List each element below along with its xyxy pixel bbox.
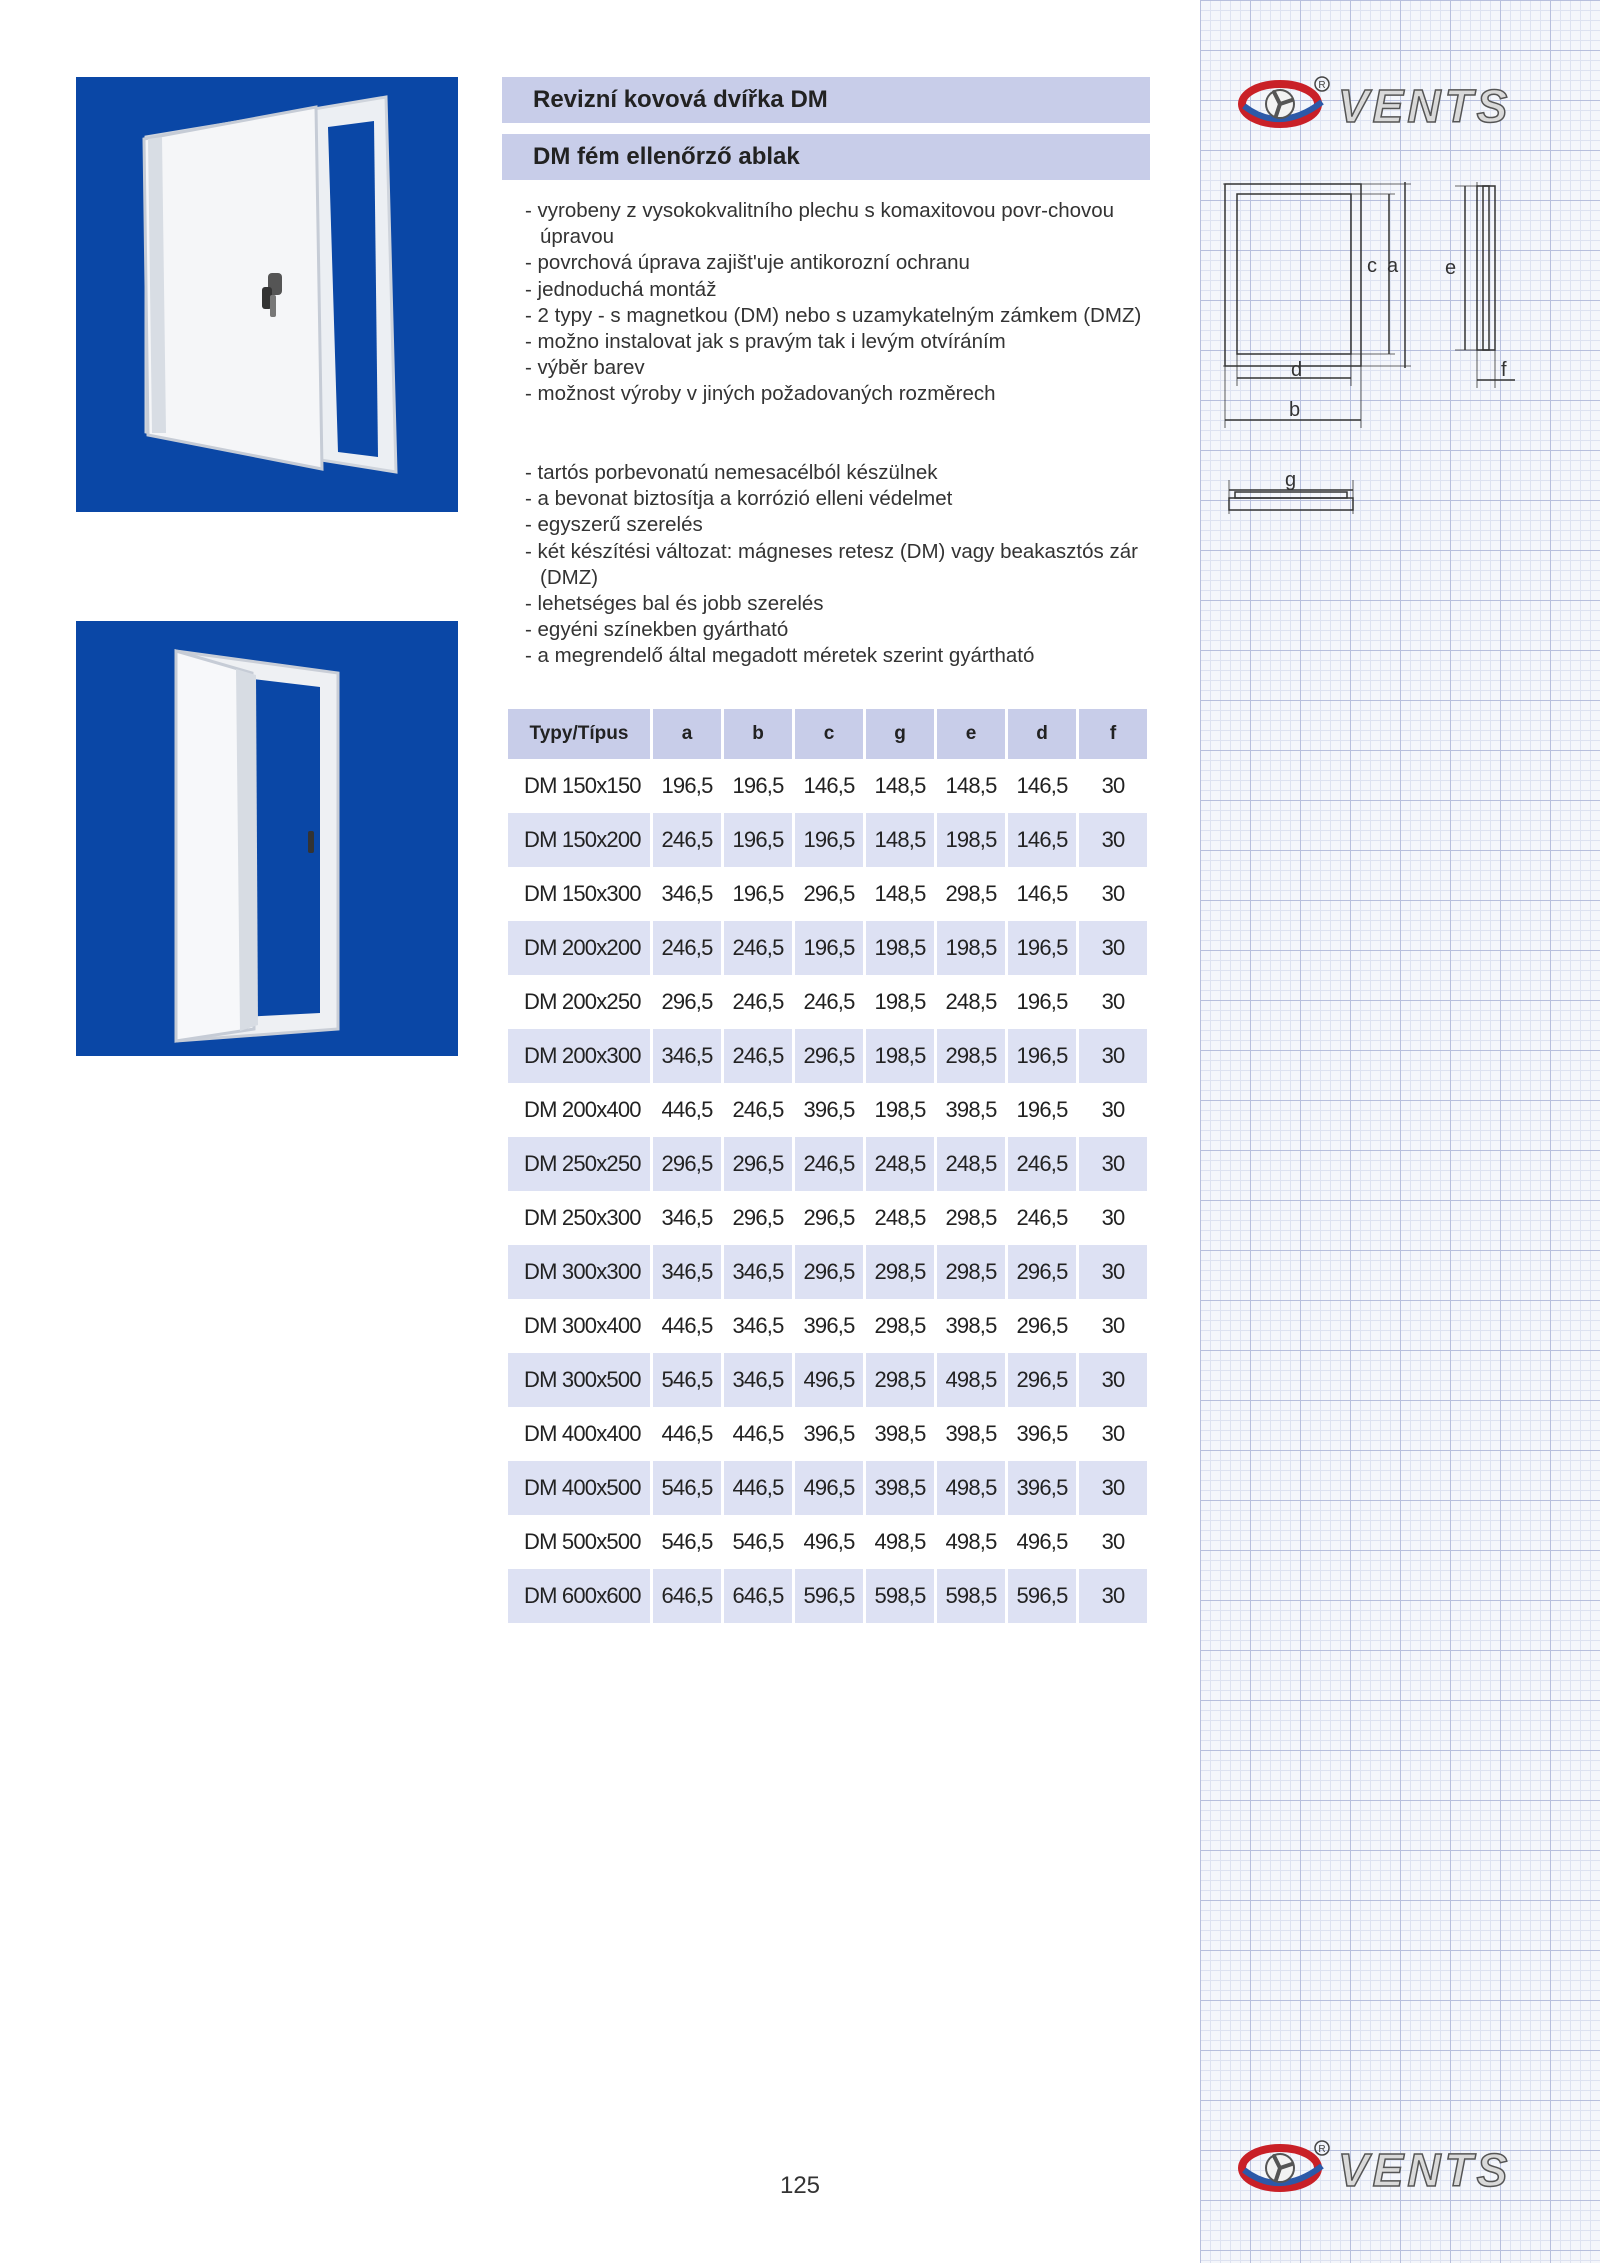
cell-value: 398,5 [945, 1313, 997, 1338]
cell-value: 346,5 [724, 1245, 792, 1299]
cell-value: 30 [1101, 1097, 1125, 1122]
cell-value: 398,5 [945, 1097, 997, 1122]
cell-value: 198,5 [866, 1029, 934, 1083]
cell-value: 298,5 [874, 1313, 926, 1338]
feature-list-hungarian [525, 460, 1145, 670]
cell-value: 246,5 [724, 921, 792, 975]
cell-type: DM 600x600 [508, 1569, 650, 1623]
cell-value: 298,5 [945, 1205, 997, 1230]
column-header: c [795, 709, 863, 759]
cell-value: 446,5 [661, 1097, 713, 1122]
cell-type: DM 400x500 [508, 1461, 650, 1515]
cell-value: 30 [1079, 1137, 1147, 1191]
cell-value: 196,5 [795, 921, 863, 975]
cell-value: 296,5 [724, 1137, 792, 1191]
cell-value: 398,5 [945, 1421, 997, 1446]
cell-type: DM 200x400 [524, 1097, 641, 1122]
label-e: e [1445, 257, 1457, 279]
cell-value: 646,5 [653, 1569, 721, 1623]
cell-value: 296,5 [803, 1205, 855, 1230]
cell-value: 30 [1101, 773, 1125, 798]
cell-value: 196,5 [1016, 989, 1068, 1014]
cell-type: DM 500x500 [524, 1529, 641, 1554]
cell-value: 30 [1101, 1313, 1125, 1338]
cell-value: 496,5 [1016, 1529, 1068, 1554]
cell-value: 546,5 [653, 1353, 721, 1407]
cell-value: 30 [1079, 1245, 1147, 1299]
cell-value: 446,5 [724, 1461, 792, 1515]
cell-value: 246,5 [732, 989, 784, 1014]
cell-value: 296,5 [661, 989, 713, 1014]
brand-text: VENTS [1338, 80, 1512, 132]
column-header: f [1079, 709, 1147, 759]
cell-type: DM 150x300 [524, 881, 641, 906]
cell-value: 646,5 [724, 1569, 792, 1623]
cell-value: 148,5 [874, 881, 926, 906]
table-row [508, 1083, 1147, 1137]
cell-type: DM 150x200 [508, 813, 650, 867]
vents-logo-top [1230, 72, 1560, 132]
cell-value: 598,5 [937, 1569, 1005, 1623]
cell-value: 296,5 [1008, 1245, 1076, 1299]
cell-value: 498,5 [937, 1353, 1005, 1407]
feature-item: - možno instalovat jak s pravým tak i levým otvíráním [525, 330, 1006, 354]
cell-value: 596,5 [795, 1569, 863, 1623]
feature-item: - povrchová úprava zajišt'uje antikorozní ochranu [525, 251, 970, 275]
column-header: Typy/Típus [508, 709, 650, 759]
cell-value: 346,5 [653, 1029, 721, 1083]
cell-value: 446,5 [732, 1421, 784, 1446]
cell-value: 30 [1101, 1421, 1125, 1446]
cell-value: 498,5 [937, 1461, 1005, 1515]
cell-type: DM 250x300 [524, 1205, 641, 1230]
cell-value: 30 [1079, 1569, 1147, 1623]
cell-value: 296,5 [803, 881, 855, 906]
table-row [508, 867, 1147, 921]
cell-type: DM 300x300 [508, 1245, 650, 1299]
cell-value: 30 [1101, 881, 1125, 906]
cell-value: 296,5 [653, 1137, 721, 1191]
cell-value: 30 [1079, 1353, 1147, 1407]
cell-value: 246,5 [732, 1097, 784, 1122]
cell-value: 30 [1079, 1029, 1147, 1083]
cell-value: 396,5 [803, 1313, 855, 1338]
cell-value: 246,5 [803, 989, 855, 1014]
table-row [508, 1029, 1147, 1083]
brand-text: VENTS [1338, 2144, 1512, 2196]
cell-type: DM 150x150 [524, 773, 641, 798]
cell-value: 546,5 [661, 1529, 713, 1554]
column-header: e [937, 709, 1005, 759]
cell-value: 148,5 [874, 773, 926, 798]
cell-value: 346,5 [661, 1205, 713, 1230]
cell-value: 248,5 [937, 1137, 1005, 1191]
cell-value: 346,5 [732, 1313, 784, 1338]
feature-item: - a megrendelő által megadott méretek szerint gyártható [525, 644, 1035, 668]
cell-value: 496,5 [803, 1529, 855, 1554]
table-row [508, 1407, 1147, 1461]
cell-value: 546,5 [732, 1529, 784, 1554]
cell-value: 196,5 [724, 813, 792, 867]
cell-value: 296,5 [1008, 1353, 1076, 1407]
cell-value: 298,5 [945, 881, 997, 906]
label-f: f [1501, 359, 1507, 381]
table-row [508, 1137, 1147, 1191]
table-row [508, 813, 1147, 867]
table-row [508, 1245, 1147, 1299]
cell-value: 296,5 [1016, 1313, 1068, 1338]
cell-value: 196,5 [1016, 1097, 1068, 1122]
cell-value: 30 [1101, 989, 1125, 1014]
feature-item: - a bevonat biztosítja a korrózió elleni védelmet [525, 487, 953, 511]
cell-value: 196,5 [661, 773, 713, 798]
cell-value: 248,5 [866, 1137, 934, 1191]
cell-value: 298,5 [866, 1245, 934, 1299]
cell-value: 146,5 [1016, 773, 1068, 798]
label-d: d [1291, 359, 1303, 381]
page-number: 125 [779, 2172, 821, 2199]
cell-type: DM 300x400 [524, 1313, 641, 1338]
column-header: g [866, 709, 934, 759]
cell-value: 148,5 [866, 813, 934, 867]
cell-value: 346,5 [661, 881, 713, 906]
table-row [508, 1461, 1147, 1515]
table-row [508, 975, 1147, 1029]
cell-value: 396,5 [803, 1421, 855, 1446]
cell-value: 596,5 [1008, 1569, 1076, 1623]
cell-type: DM 200x300 [508, 1029, 650, 1083]
cell-value: 546,5 [653, 1461, 721, 1515]
cell-value: 198,5 [874, 1097, 926, 1122]
cell-value: 198,5 [874, 989, 926, 1014]
cell-type: DM 200x250 [524, 989, 641, 1014]
cell-value: 298,5 [937, 1029, 1005, 1083]
cell-value: 246,5 [653, 813, 721, 867]
label-g: g [1285, 469, 1297, 491]
cell-value: 196,5 [1008, 1029, 1076, 1083]
cell-value: 246,5 [653, 921, 721, 975]
cell-value: 296,5 [795, 1029, 863, 1083]
cell-value: 398,5 [874, 1421, 926, 1446]
table-row [508, 1299, 1147, 1353]
cell-value: 198,5 [937, 813, 1005, 867]
title-hungarian: DM fém ellenőrző ablak [502, 134, 1150, 180]
cell-value: 598,5 [866, 1569, 934, 1623]
table-header-row [508, 709, 1147, 759]
svg-text:R: R [1318, 80, 1326, 91]
table-row [508, 759, 1147, 813]
cell-value: 198,5 [866, 921, 934, 975]
cell-value: 298,5 [866, 1353, 934, 1407]
cell-value: 498,5 [945, 1529, 997, 1554]
feature-item: - jednoduchá montáž [525, 277, 717, 301]
cell-value: 446,5 [661, 1421, 713, 1446]
cell-value: 198,5 [937, 921, 1005, 975]
cell-value: 296,5 [732, 1205, 784, 1230]
cell-value: 146,5 [1016, 881, 1068, 906]
feature-item: - tartós porbevonatú nemesacélból készülnek [525, 461, 938, 484]
cell-value: 296,5 [795, 1245, 863, 1299]
cell-value: 30 [1079, 1461, 1147, 1515]
cell-value: 196,5 [732, 881, 784, 906]
cell-value: 298,5 [937, 1245, 1005, 1299]
table-row [508, 1353, 1147, 1407]
svg-text:R: R [1318, 2144, 1326, 2155]
cell-value: 446,5 [661, 1313, 713, 1338]
table-row [508, 921, 1147, 975]
cell-value: 396,5 [803, 1097, 855, 1122]
cell-value: 30 [1101, 1205, 1125, 1230]
dimension-diagram [1215, 168, 1545, 528]
product-photo-closed-door [76, 77, 458, 512]
cell-value: 196,5 [732, 773, 784, 798]
cell-value: 148,5 [945, 773, 997, 798]
cell-type: DM 200x200 [508, 921, 650, 975]
feature-item: - egyszerű szerelés [525, 513, 703, 537]
label-b: b [1289, 399, 1301, 421]
dimensions-table [505, 709, 1150, 1623]
cell-value: 30 [1079, 921, 1147, 975]
feature-item: - két készítési változat: mágneses retesz (DM) vagy beakasztós zár (DMZ) [525, 539, 1138, 589]
table-row [508, 1569, 1147, 1623]
cell-value: 496,5 [795, 1461, 863, 1515]
cell-value: 498,5 [874, 1529, 926, 1554]
feature-item: - 2 typy - s magnetkou (DM) nebo s uzamykatelným zámkem (DMZ) [525, 303, 1142, 327]
column-header: a [653, 709, 721, 759]
cell-type: DM 400x400 [524, 1421, 641, 1446]
feature-item: - vyrobeny z vysokokvalitního plechu s komaxitovou povr-chovou úpravou [525, 199, 1115, 249]
cell-type: DM 300x500 [508, 1353, 650, 1407]
cell-value: 396,5 [1016, 1421, 1068, 1446]
feature-list-czech [525, 198, 1145, 408]
cell-value: 248,5 [945, 989, 997, 1014]
cell-value: 346,5 [724, 1353, 792, 1407]
cell-value: 246,5 [795, 1137, 863, 1191]
cell-value: 346,5 [653, 1245, 721, 1299]
feature-item: - výběr barev [525, 356, 645, 380]
feature-item: - lehetséges bal és jobb szerelés [525, 592, 824, 616]
cell-value: 146,5 [803, 773, 855, 798]
cell-value: 30 [1079, 813, 1147, 867]
cell-type: DM 250x250 [508, 1137, 650, 1191]
cell-value: 146,5 [1008, 813, 1076, 867]
cell-value: 398,5 [866, 1461, 934, 1515]
title-czech: Revizní kovová dvířka DM [502, 77, 1150, 123]
cell-value: 396,5 [1008, 1461, 1076, 1515]
cell-value: 246,5 [724, 1029, 792, 1083]
feature-item: - egyéni színekben gyártható [525, 618, 789, 642]
column-header: b [724, 709, 792, 759]
table-row [508, 1191, 1147, 1245]
cell-value: 248,5 [874, 1205, 926, 1230]
column-header: d [1008, 709, 1076, 759]
label-c: c [1367, 255, 1377, 277]
cell-value: 196,5 [1008, 921, 1076, 975]
product-photo-open-door [76, 621, 458, 1056]
table-row [508, 1515, 1147, 1569]
feature-item: - možnost výroby v jiných požadovaných rozměrech [525, 382, 996, 406]
cell-value: 196,5 [795, 813, 863, 867]
label-a: a [1387, 255, 1399, 277]
cell-value: 30 [1101, 1529, 1125, 1554]
cell-value: 246,5 [1016, 1205, 1068, 1230]
cell-value: 496,5 [795, 1353, 863, 1407]
cell-value: 246,5 [1008, 1137, 1076, 1191]
